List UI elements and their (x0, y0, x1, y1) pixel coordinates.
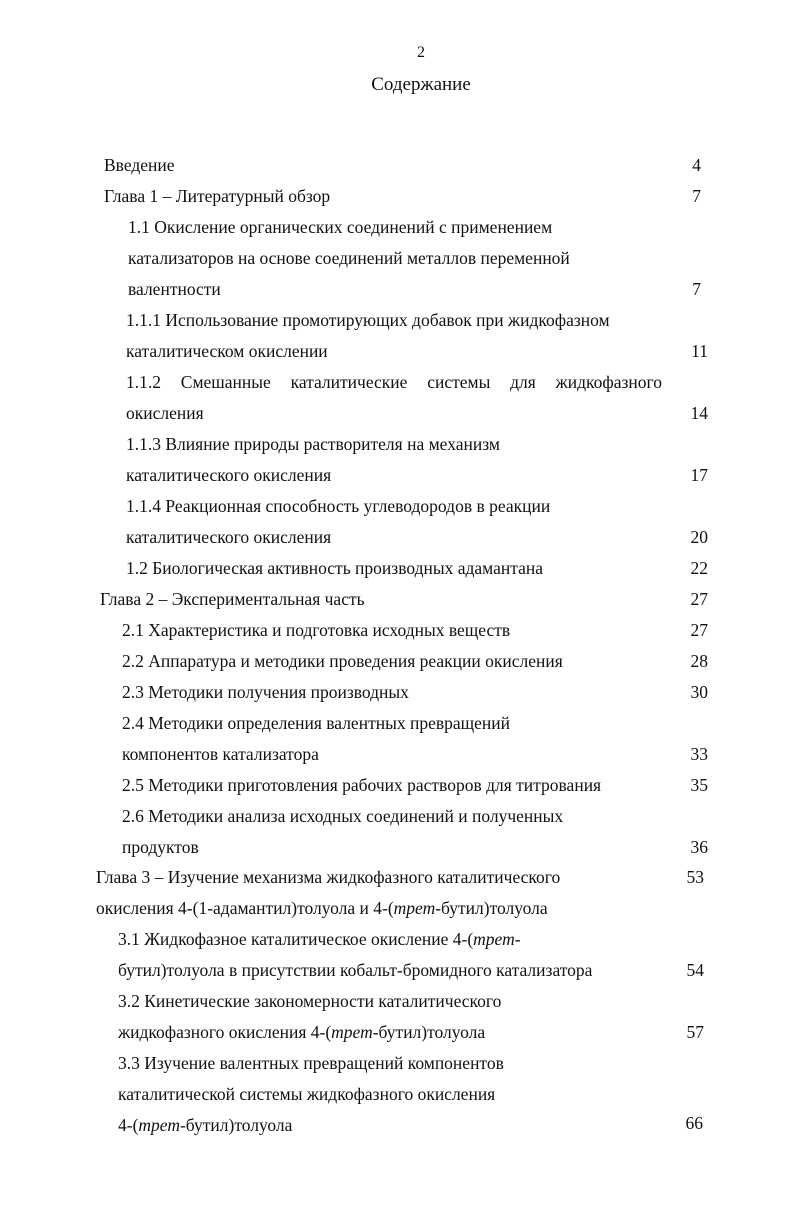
toc-page-2-5: 35 (690, 775, 708, 795)
toc-page-2-2: 28 (690, 651, 708, 671)
toc-entry-1-1-3-line1[interactable]: 1.1.3 Влияние природы растворителя на механизм (126, 434, 500, 454)
toc-entry-2-6-line2[interactable]: продуктов (122, 837, 199, 857)
toc-word: для (510, 372, 536, 392)
toc-entry-intro[interactable]: Введение (104, 155, 175, 175)
toc-entry-1-1-2-line2[interactable]: окисления (126, 403, 204, 423)
toc-page-1-1-2: 14 (690, 403, 708, 423)
toc-entry-3-3-line2[interactable]: каталитической системы жидкофазного окисления (118, 1084, 496, 1104)
toc-page-1-1: 7 (692, 279, 701, 299)
toc-page-3-2: 57 (686, 1022, 704, 1042)
toc-entry-2-6-line1[interactable]: 2.6 Методики анализа исходных соединений и полученных (122, 806, 564, 826)
toc-page-1-2: 22 (690, 558, 708, 578)
toc-entry-3-2-line1[interactable]: 3.2 Кинетические закономерности каталитического (118, 991, 502, 1011)
toc-text: -бутил)толуола (372, 1022, 486, 1042)
toc-entry-2-4-line2[interactable]: компонентов катализатора (122, 744, 319, 764)
toc-word: Смешанные (180, 372, 271, 392)
page-number: 2 (417, 44, 425, 61)
toc-entry-2-2[interactable]: 2.2 Аппаратура и методики проведения реакции окисления (122, 651, 563, 671)
toc-text: -бутил)толуола (179, 1115, 293, 1135)
toc-text-italic: трет (331, 1022, 373, 1042)
toc-text: 3.1 Жидкофазное каталитическое окисление 4-( (118, 929, 474, 949)
toc-page-1-1-4: 20 (690, 527, 708, 547)
toc-entry-chapter-3-line2[interactable] (96, 897, 548, 919)
toc-entry-3-1-line2[interactable]: бутил)толуола в присутствии кобальт-бромидного катализатора (118, 960, 593, 980)
toc-entry-chapter-3-line1[interactable]: Глава 3 – Изучение механизма жидкофазного каталитического (96, 867, 561, 887)
toc-entry-1-2[interactable]: 1.2 Биологическая активность производных адамантана (126, 558, 544, 578)
toc-word: каталитические (290, 372, 408, 392)
page-title: Содержание (371, 74, 471, 95)
toc-entry-3-2-line2[interactable] (118, 1021, 485, 1043)
toc-text-italic: трет (473, 929, 515, 949)
toc-page-1-1-3: 17 (690, 465, 708, 485)
toc-entry-1-1-line3[interactable]: валентности (128, 279, 221, 299)
toc-entry-1-1-2-line1[interactable] (126, 371, 662, 393)
toc-page-2-3: 30 (690, 682, 708, 702)
toc-entry-1-1-4-line2[interactable]: каталитического окисления (126, 527, 332, 547)
toc-page-chapter-3: 53 (686, 867, 704, 887)
toc-entry-1-1-line1[interactable]: 1.1 Окисление органических соединений с применением (128, 217, 553, 237)
toc-entry-1-1-line2[interactable]: катализаторов на основе соединений металлов переменной (128, 248, 570, 268)
toc-text: жидкофазного окисления 4-( (118, 1022, 332, 1042)
toc-word: жидкофазного (555, 372, 662, 392)
toc-entry-3-1-line1[interactable] (118, 928, 521, 950)
toc-entry-1-1-4-line1[interactable]: 1.1.4 Реакционная способность углеводородов в реакции (126, 496, 551, 516)
toc-page-3-3: 66 (685, 1113, 703, 1133)
toc-entry-2-5[interactable]: 2.5 Методики приготовления рабочих растворов для титрования (122, 775, 602, 795)
toc-page-intro: 4 (692, 155, 701, 175)
toc-text: окисления 4-(1-адамантил)толуола и 4-( (96, 898, 394, 918)
toc-entry-2-3[interactable]: 2.3 Методики получения производных (122, 682, 409, 702)
toc-page-chapter-2: 27 (690, 589, 708, 609)
toc-text: - (514, 929, 521, 949)
toc-text: -бутил)толуола (435, 898, 548, 918)
toc-word: системы (427, 372, 491, 392)
toc-text-italic: трет (393, 898, 436, 918)
toc-entry-3-3-line3[interactable] (118, 1114, 292, 1136)
toc-entry-1-1-3-line2[interactable]: каталитического окисления (126, 465, 332, 485)
toc-text: 4-( (118, 1115, 139, 1135)
toc-entry-3-3-line1[interactable]: 3.3 Изучение валентных превращений компонентов (118, 1053, 504, 1073)
toc-entry-1-1-1-line2[interactable]: каталитическом окислении (126, 341, 328, 361)
toc-page-2-4: 33 (690, 744, 708, 764)
toc-word: 1.1.2 (126, 372, 161, 392)
toc-page-2-6: 36 (690, 837, 708, 857)
toc-page-1-1-1: 11 (691, 341, 708, 361)
toc-page-3-1: 54 (686, 960, 704, 980)
toc-entry-chapter-1[interactable]: Глава 1 – Литературный обзор (104, 186, 331, 206)
toc-entry-1-1-1-line1[interactable]: 1.1.1 Использование промотирующих добавок при жидкофазном (126, 310, 610, 330)
toc-entry-2-1[interactable]: 2.1 Характеристика и подготовка исходных веществ (122, 620, 511, 640)
toc-entry-chapter-2[interactable]: Глава 2 – Экспериментальная часть (100, 589, 365, 609)
toc-entry-2-4-line1[interactable]: 2.4 Методики определения валентных превращений (122, 713, 510, 733)
toc-page-chapter-1: 7 (692, 186, 701, 206)
toc-text-italic: трет (138, 1115, 180, 1135)
toc-page-2-1: 27 (690, 620, 708, 640)
